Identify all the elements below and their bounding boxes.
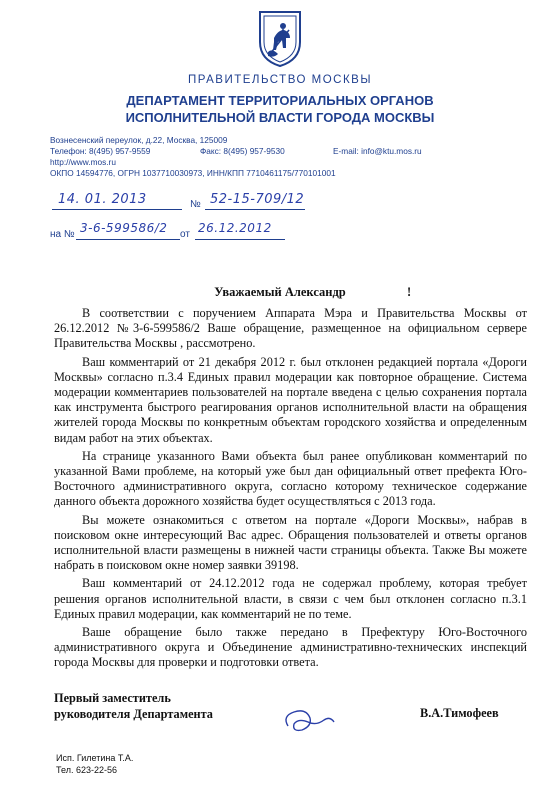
number-label: № — [190, 199, 201, 210]
outgoing-date: 14. 01. 2013 — [58, 192, 147, 207]
greeting — [0, 285, 560, 300]
address: Вознесенский переулок, д.22, Москва, 125009 — [50, 135, 228, 145]
paragraph: Ваш комментарий от 21 декабря 2012 г. был отклонен редакцией портала «Дороги Москвы» согласно п.3.4 Единых правил модерации как повторное обращение. Система модерации комментариев пользователей на портале введена с целью сохранения портала как инструмента быстрого реагирования органов исполнительной власти на обращения жителей города Москвы по конкретным объектам городского хозяйства и определенным видам работ на этих объектах. — [54, 354, 527, 445]
moscow-coat-of-arms-icon — [256, 8, 304, 68]
signatory-title-line2: руководителя Департамента — [54, 707, 213, 721]
paragraph: Ваш комментарий от 24.12.2012 года не содержал проблему, которая требует решения органов исполнительной власти, в связи с чем был отклонен согласно п.3.1 Единых правил модерации, как комментарий не по теме. — [54, 576, 527, 621]
department-title-line2: ИСПОЛНИТЕЛЬНОЙ ВЛАСТИ ГОРОДА МОСКВЫ — [125, 110, 435, 125]
date-underline — [52, 209, 182, 210]
greeting-text: Уважаемый Александр — [214, 285, 346, 299]
executor-block — [56, 752, 133, 776]
reference-date: 26.12.2012 — [198, 221, 272, 235]
email: E-mail: info@ktu.mos.ru — [333, 146, 422, 156]
paragraph: Ваше обращение было также передано в Префектуру Юго-Восточного административного округа и Объединение административно-технических инспекций города Москвы для проверки и подготовки ответа. — [54, 625, 527, 670]
paragraph: В соответствии с поручением Аппарата Мэра и Правительства Москвы от 26.12.2012 №3-6-599586/2 Ваше обращение, размещенное на официальном сервере Правительства Москвы , рассмотрено. — [54, 306, 527, 351]
signatory-title — [54, 690, 213, 722]
executor-name: Исп. Гилетина Т.А. — [56, 753, 134, 763]
registry-codes: ОКПО 14594776, ОГРН 1037710030973, ИНН/КПП 7710461175/770101001 — [50, 168, 336, 178]
outgoing-number: 52-15-709/12 — [210, 192, 305, 207]
government-title: ПРАВИТЕЛЬСТВО МОСКВЫ — [187, 74, 373, 86]
phone: Телефон: 8(495) 957-9559 — [50, 146, 151, 156]
reference-date-label: от — [180, 229, 190, 240]
paragraph: Вы можете ознакомиться с ответом на портале «Дороги Москвы», набрав в поисковом окне интересующий Вас адрес. Обращения пользователей и ответы органов исполнительной власти размещены в нижней части страницы объекта. Также Вы можете набрать в поисковом окне номер заявки 39198. — [54, 512, 527, 573]
executor-phone: Тел. 623-22-56 — [56, 765, 117, 775]
reference-label: на № — [50, 229, 75, 240]
signatory-title-line1: Первый заместитель — [54, 691, 171, 705]
reference-date-underline — [195, 239, 285, 240]
reference-underline — [76, 239, 180, 240]
signatory-name: В.А.Тимофеев — [420, 706, 499, 720]
contact-block — [50, 135, 520, 179]
fax: Факс: 8(495) 957-9530 — [200, 146, 285, 156]
website: http://www.mos.ru — [50, 157, 116, 167]
letter-body — [54, 306, 527, 674]
paragraph: На странице указанного Вами объекта был ранее опубликован комментарий по указанной Вами проблеме, на который уже был дан официальный ответ префекта Юго-Восточного административного округа, согласно которому техническое содержание данного объекта дорожного хозяйства будет осуществляться с 2013 года. — [54, 448, 527, 509]
department-title-line1: ДЕПАРТАМЕНТ ТЕРРИТОРИАЛЬНЫХ ОРГАНОВ — [126, 93, 434, 108]
greeting-exclamation: ! — [407, 285, 412, 299]
reference-number: 3-6-599586/2 — [80, 221, 168, 235]
handwritten-signature-icon — [280, 700, 340, 740]
number-underline — [205, 209, 305, 210]
